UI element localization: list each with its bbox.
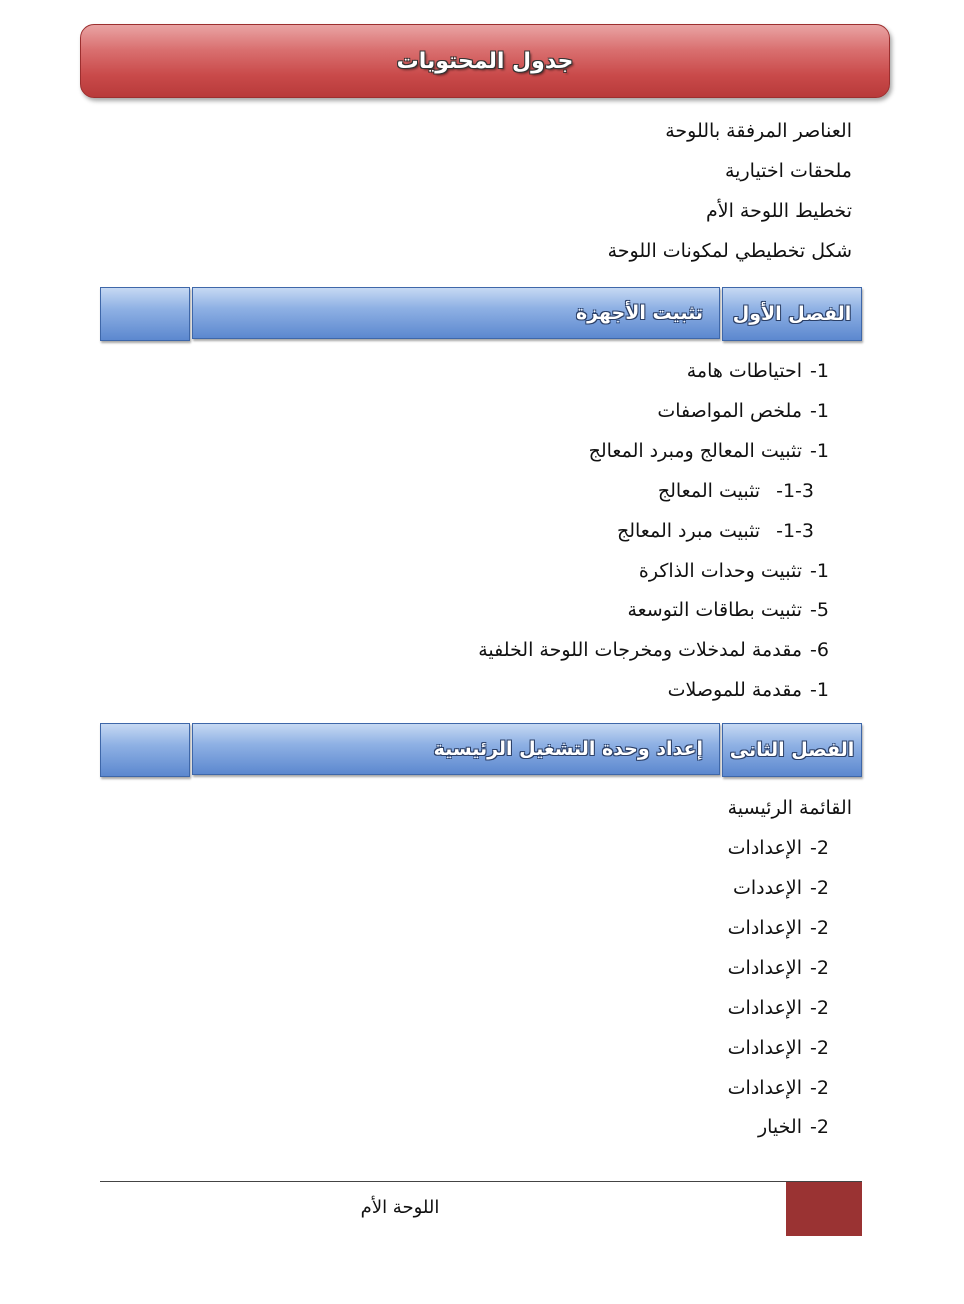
entry-label: الإعدادات [727,997,802,1019]
entry-number: 1-3- [776,480,814,502]
toc-intro-item[interactable]: العناصر المرفقة باللوحة [665,120,852,142]
toc-subentry[interactable] [658,480,814,502]
toc-entry[interactable] [728,957,852,979]
entry-label: تثبيت بطاقات التوسعة [627,599,802,621]
entry-label: الإعدادات [727,1077,802,1099]
chapter-2-bar [100,723,862,777]
entry-number: 2- [810,1116,829,1138]
toc-subentry[interactable] [617,520,814,542]
entry-number: 2- [810,877,829,899]
footer-text: اللوحة الأم [360,1197,440,1218]
entry-label: ملخص المواصفات [657,400,802,422]
chapter-1-title: تثبيت الأجهزة [575,302,703,324]
toc-entry[interactable] [639,560,852,582]
entry-number: 1- [810,679,829,701]
toc-entry[interactable] [728,1077,852,1099]
entry-label: الإعدادات [727,917,802,939]
chapter-2-label: الفصل الثانى [729,739,855,761]
entry-number: 2- [810,997,829,1019]
toc-entry[interactable] [657,400,852,422]
chapter-1-label-cell[interactable] [722,287,862,341]
toc-entry[interactable] [728,837,852,859]
entry-number: 2- [810,837,829,859]
title-banner [80,24,890,98]
entry-label: تثبيت المعالج [657,480,761,502]
page-title: جدول المحتويات [396,48,574,74]
toc-entry[interactable] [728,997,852,1019]
toc-entry[interactable] [728,1037,852,1059]
chapter-1-label: الفصل الأول [732,303,852,325]
toc-entry[interactable] [668,679,852,701]
chapter-bar-page-cell [100,287,190,341]
toc-entry[interactable] [589,440,852,462]
chapter-1-bar [100,287,862,341]
entry-number: 1- [810,560,829,582]
entry-number: 2- [810,1077,829,1099]
toc-entry[interactable] [478,639,852,661]
chapter-1-title-cell[interactable] [192,287,720,339]
entry-number: 1- [810,360,829,382]
toc-entry[interactable] [627,599,852,621]
entry-label: مقدمة للموصلات [667,679,802,701]
chapter-2-label-cell[interactable] [722,723,862,777]
page-number-box [786,1182,862,1236]
chapter-bar-page-cell [100,723,190,777]
toc-entry[interactable] [733,877,852,899]
entry-number: 2- [810,957,829,979]
toc-intro-item[interactable]: تخطيط اللوحة الأم [706,200,852,222]
entry-label: الإعدادات [727,957,802,979]
entry-label: تثبيت وحدات الذاكرة [638,560,802,582]
footer-divider [100,1181,862,1182]
toc-intro-item[interactable]: شكل تخطيطي لمكونات اللوحة [607,240,852,262]
entry-label: الإعددات [732,877,802,899]
toc-intro-item[interactable]: ملحقات اختيارية [725,160,852,182]
entry-label: تثبيت المعالج ومبرد المعالج [588,440,802,462]
toc-section-heading[interactable]: القائمة الرئيسية [727,797,852,819]
chapter-2-title-cell[interactable] [192,723,720,775]
toc-entry[interactable] [758,1116,852,1138]
entry-label: احتياطات هامة [686,360,802,382]
entry-number: 6- [810,639,829,661]
entry-label: الإعدادات [727,837,802,859]
toc-entry[interactable] [728,917,852,939]
chapter-2-title: إعداد وحدة التشغيل الرئيسية [433,738,703,760]
entry-label: تثبيت مبرد المعالج [616,520,761,542]
entry-number: 2- [810,917,829,939]
entry-label: مقدمة لمدخلات ومخرجات اللوحة الخلفية [478,639,802,661]
entry-number: 1-3- [776,520,814,542]
entry-number: 1- [810,440,829,462]
entry-number: 5- [810,599,829,621]
entry-number: 2- [810,1037,829,1059]
entry-label: الإعدادات [727,1037,802,1059]
entry-number: 1- [810,400,829,422]
entry-label: الخيار [757,1116,802,1138]
toc-entry[interactable] [687,360,852,382]
